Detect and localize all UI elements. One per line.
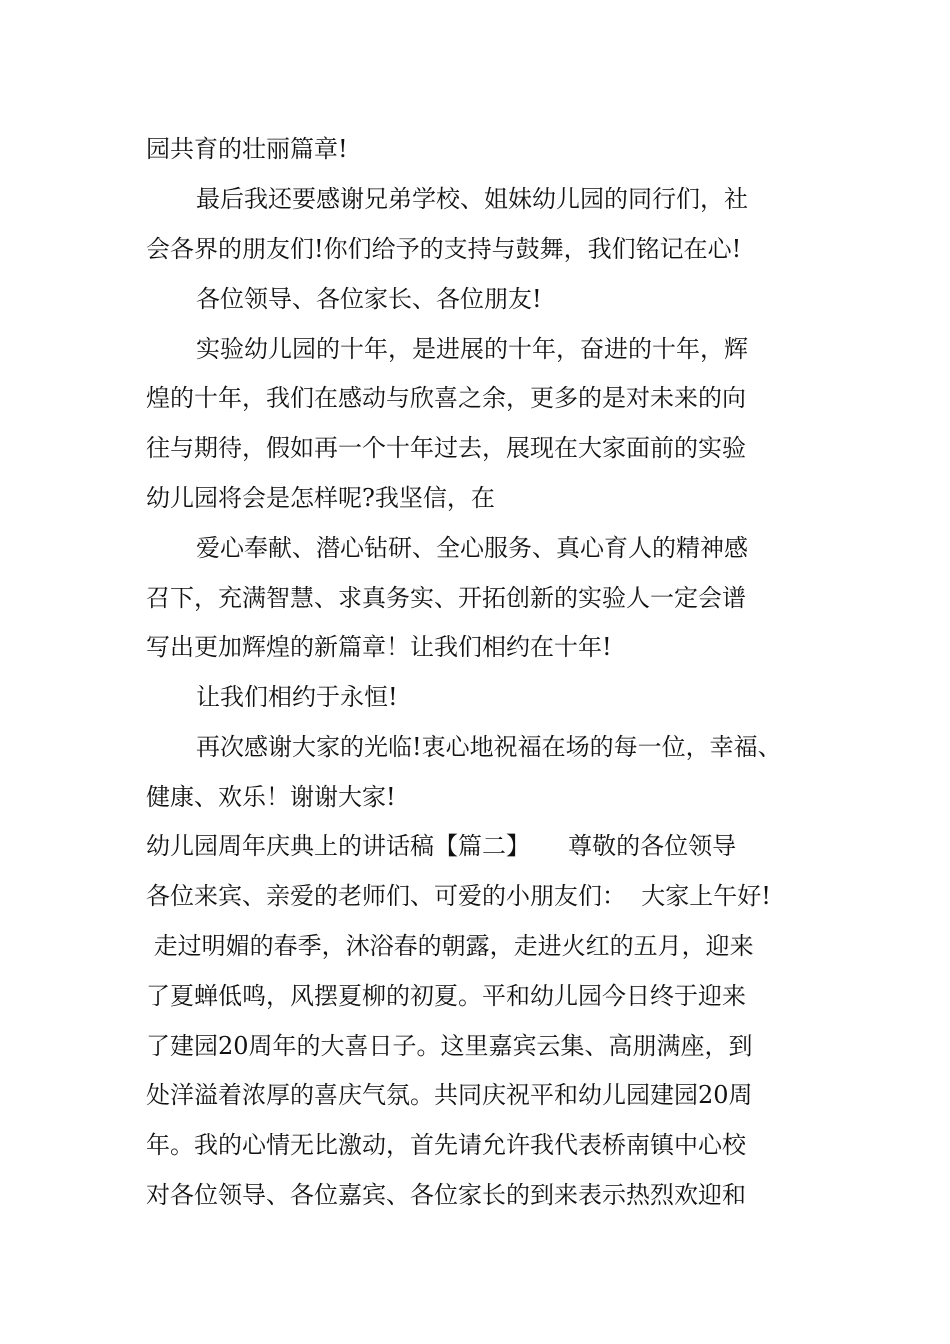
text-line: 最后我还要感谢兄弟学校、姐妹幼儿园的同行们，社 xyxy=(196,185,748,213)
text-line: 幼儿园将会是怎样呢?我坚信，在 xyxy=(146,484,495,512)
text-line: 让我们相约于永恒! xyxy=(196,683,398,711)
text-line: 年。我的心情无比激动，首先请允许我代表桥南镇中心校 xyxy=(146,1131,746,1159)
text-line: 幼儿园周年庆典上的讲话稿【篇二】 尊敬的各位领导 xyxy=(146,832,737,860)
text-line: 对各位领导、各位嘉宾、各位家长的到来表示热烈欢迎和 xyxy=(146,1181,746,1209)
text-line: 了建园20周年的大喜日子。这里嘉宾云集、高朋满座，到 xyxy=(146,1032,753,1060)
text-line: 健康、欢乐！谢谢大家! xyxy=(146,783,396,811)
text-line: 会各界的朋友们!你们给予的支持与鼓舞，我们铭记在心! xyxy=(146,235,742,263)
text-line: 处洋溢着浓厚的喜庆气氛。共同庆祝平和幼儿园建园20周 xyxy=(146,1081,753,1109)
text-line: 往与期待，假如再一个十年过去，展现在大家面前的实验 xyxy=(146,434,746,462)
text-line: 召下，充满智慧、求真务实、开拓创新的实验人一定会谱 xyxy=(146,584,746,612)
text-line: 了夏蝉低鸣，风摆夏柳的初夏。平和幼儿园今日终于迎来 xyxy=(146,982,746,1010)
text-line: 再次感谢大家的光临!衷心地祝福在场的每一位，幸福、 xyxy=(196,733,782,761)
text-line: 园共育的壮丽篇章! xyxy=(146,135,348,163)
text-line: 爱心奉献、潜心钻研、全心服务、真心育人的精神感 xyxy=(196,534,748,562)
text-line: 各位来宾、亲爱的老师们、可爱的小朋友们： 大家上午好! xyxy=(146,882,771,910)
text-line: 实验幼儿园的十年，是进展的十年，奋进的十年，辉 xyxy=(196,335,748,363)
text-line: 走过明媚的春季，沐浴春的朝露，走进火红的五月，迎来 xyxy=(146,932,754,960)
text-line: 煌的十年，我们在感动与欣喜之余，更多的是对未来的向 xyxy=(146,384,746,412)
text-line: 写出更加辉煌的新篇章！让我们相约在十年! xyxy=(146,633,612,661)
text-line: 各位领导、各位家长、各位朋友! xyxy=(196,285,542,313)
